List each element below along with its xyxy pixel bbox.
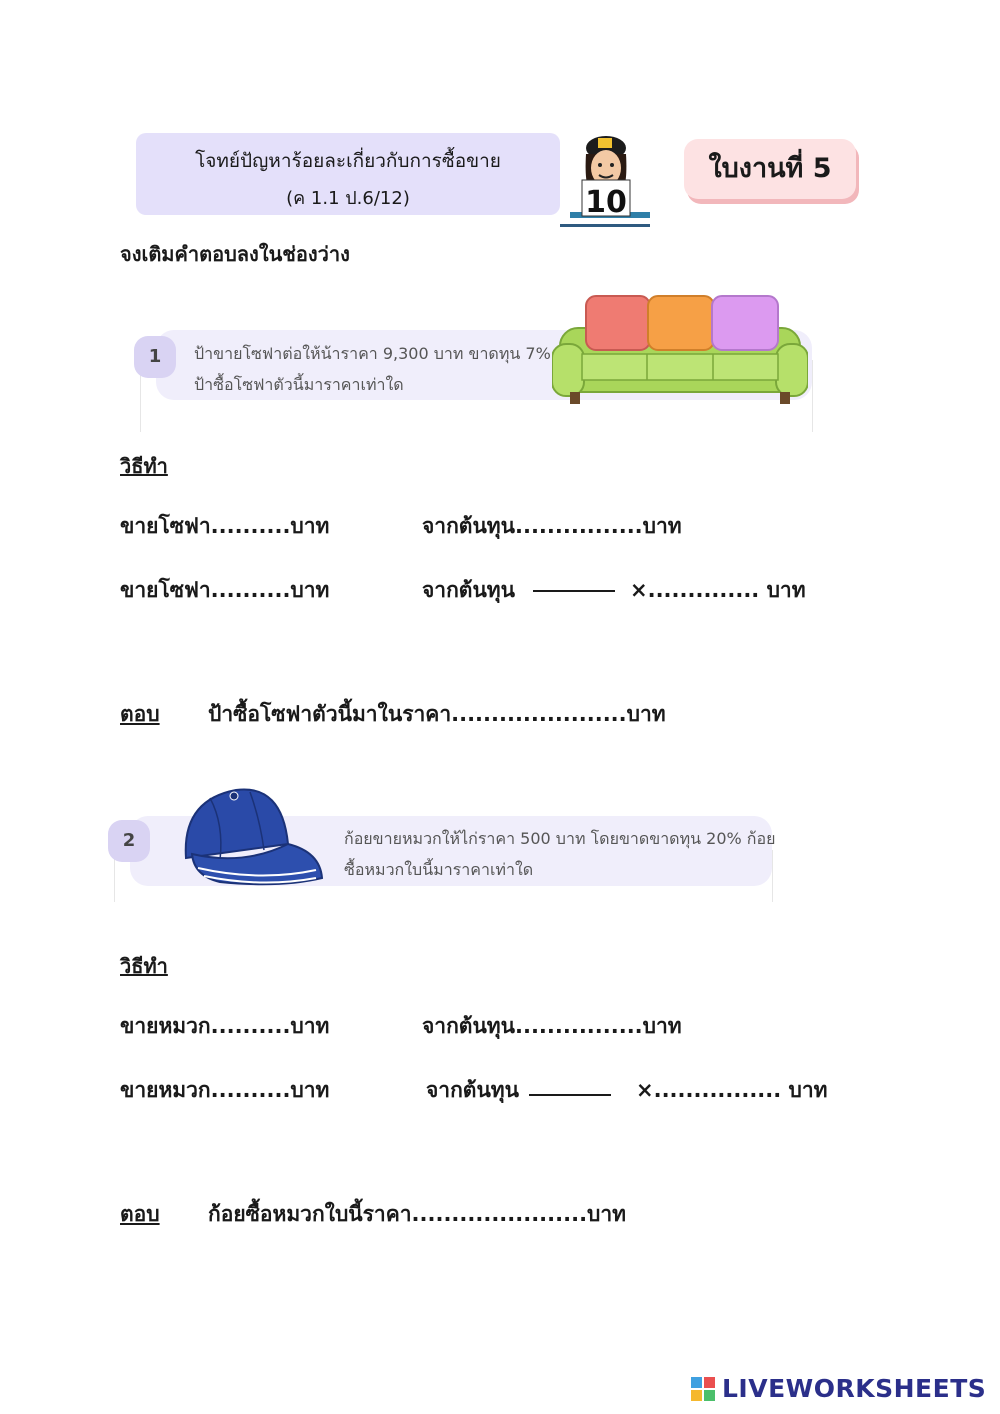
- question-1-line-1: ป้าขายโซฟาต่อให้น้าราคา 9,300 บาท ขาดทุน 7%: [194, 344, 551, 363]
- method-heading-1: วิธีทำ: [120, 454, 168, 478]
- work-1-row-2-left: ขายโซฟา..........บาท: [120, 578, 330, 602]
- answer-1-text: ป้าซื้อโซฟาตัวนี้มาในราคา......................บาท: [208, 702, 666, 726]
- cap-icon: [180, 784, 326, 894]
- work-1-row-1-right: จากต้นทุน................บาท: [422, 514, 682, 538]
- work-1-row-2-right: จากต้นทุน: [422, 578, 516, 602]
- work-2-row-1-right: จากต้นทุน................บาท: [422, 1014, 682, 1038]
- liveworksheets-logo: LIVEWORKSHEETS: [722, 1374, 987, 1403]
- work-2-row-1-left: ขายหมวก..........บาท: [120, 1014, 330, 1038]
- worksheet-title: โจทย์ปัญหาร้อยละเกี่ยวกับการซื้อขาย: [195, 150, 501, 172]
- question-2-line-1: ก้อยขายหมวกให้ไก่ราคา 500 บาท โดยขาดขาดทุน 20% ก้อย: [344, 829, 776, 848]
- instruction-text: จงเติมคำตอบลงในช่องว่าง: [120, 242, 350, 266]
- worksheet-standard: (ค 1.1 ป.6/12): [286, 188, 410, 209]
- fraction-line: [533, 590, 615, 592]
- liveworksheets-logo-icon: [690, 1376, 718, 1402]
- mascot-icon: [560, 128, 652, 230]
- work-1-row-2-tail: ×.............. บาท: [630, 578, 806, 602]
- work-1-row-1-left: ขายโซฟา..........บาท: [120, 514, 330, 538]
- answer-label-1: ตอบ: [120, 702, 160, 726]
- answer-label-2: ตอบ: [120, 1202, 160, 1226]
- question-1-line-2: ป้าซื้อโซฟาตัวนี้มาราคาเท่าใด: [194, 375, 404, 394]
- work-2-row-2-right: จากต้นทุน: [426, 1078, 520, 1102]
- mascot-number: 10: [585, 185, 627, 220]
- sofa-icon: [552, 292, 808, 408]
- work-2-row-2-left: ขายหมวก..........บาท: [120, 1078, 330, 1102]
- question-1-number: 1: [134, 336, 176, 378]
- worksheet-badge: ใบงานที่ 5: [684, 139, 856, 199]
- question-border: [772, 850, 773, 902]
- work-2-row-2-tail: ×................ บาท: [636, 1078, 828, 1102]
- question-2-line-2: ซื้อหมวกใบนี้มาราคาเท่าใด: [344, 860, 534, 879]
- question-border: [812, 360, 813, 432]
- question-2-number: 2: [108, 820, 150, 862]
- method-heading-2: วิธีทำ: [120, 954, 168, 978]
- fraction-line: [529, 1094, 611, 1096]
- answer-2-text: ก้อยซื้อหมวกใบนี้ราคา......................บาท: [208, 1202, 627, 1226]
